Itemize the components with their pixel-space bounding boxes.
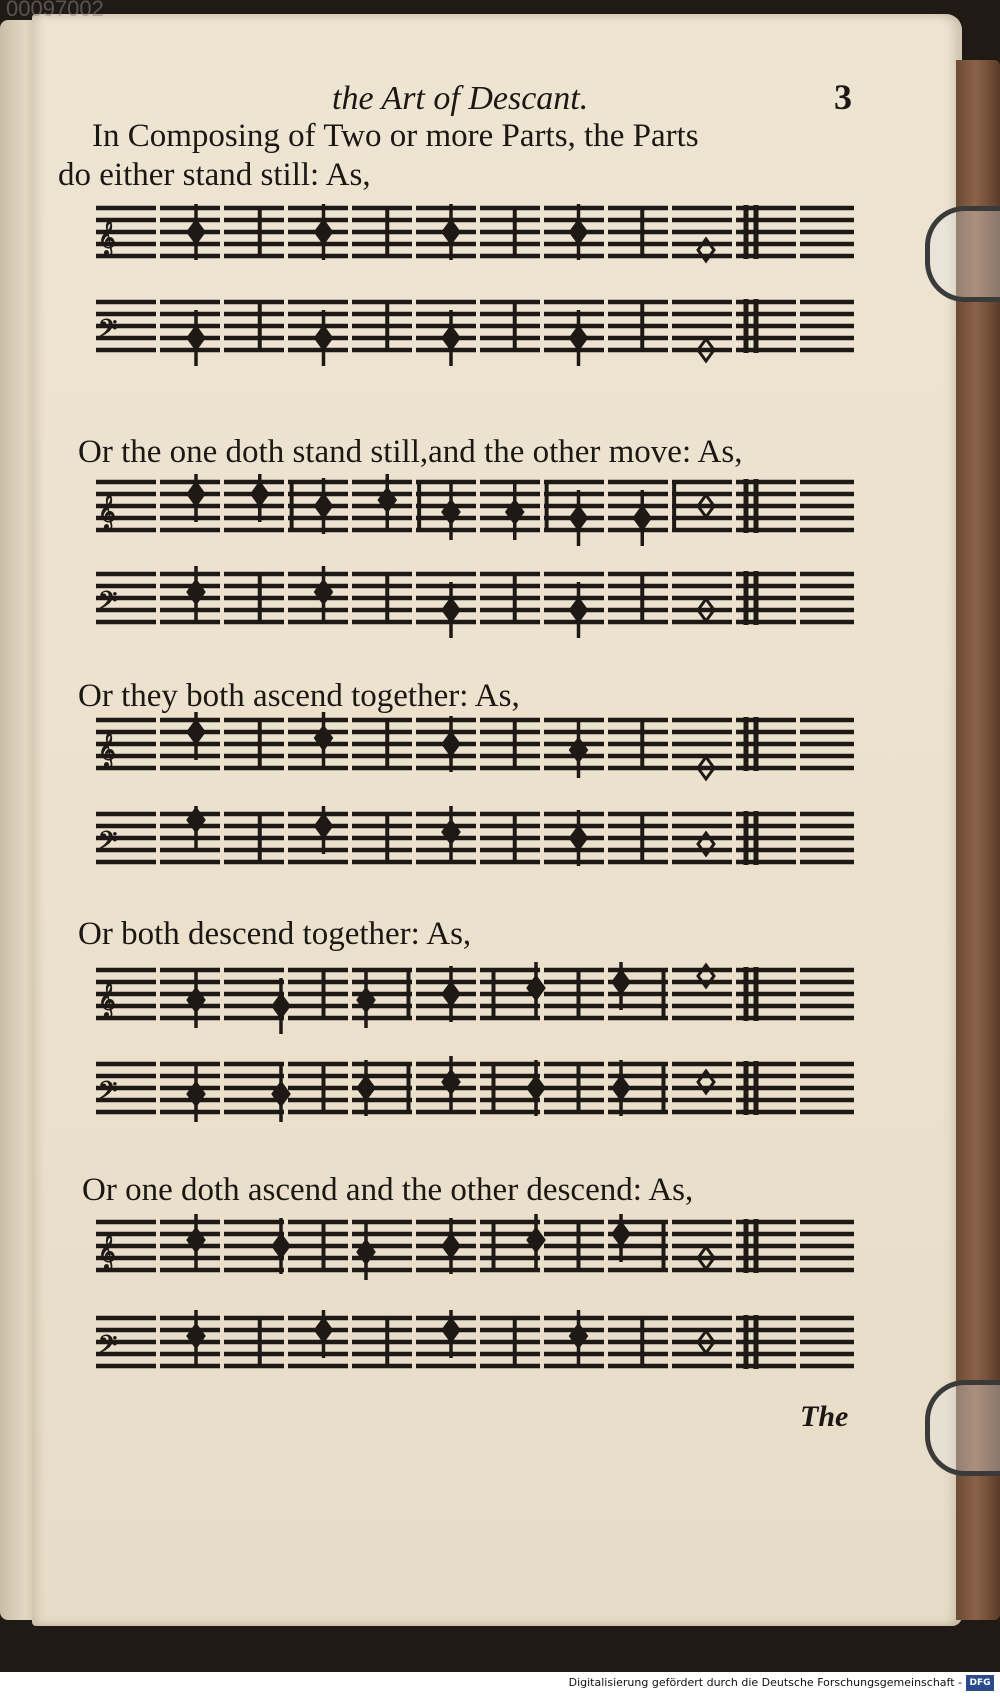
staff-svg: [96, 962, 854, 1042]
g-clef: 𝄞: [98, 1234, 116, 1270]
staff-svg: [96, 294, 854, 374]
footer-credit: Digitalisierung gefördert durch die Deutsche Forschungsgemeinschaft -: [568, 1676, 962, 1689]
f-clef: 𝄢: [98, 1330, 118, 1366]
music-staff: [96, 1310, 854, 1390]
g-clef: 𝄞: [98, 982, 116, 1018]
f-clef: 𝄢: [98, 1076, 118, 1112]
catchword: The: [800, 1400, 849, 1433]
staff-svg: [96, 566, 854, 646]
music-staff: [96, 962, 854, 1042]
scan-id: 00097002: [6, 0, 104, 21]
book-clip: [925, 1380, 1000, 1476]
music-staff: [96, 806, 854, 886]
staff-svg: [96, 806, 854, 886]
music-staff: [96, 474, 854, 554]
g-clef: 𝄞: [98, 494, 116, 530]
dfg-logo: DFG: [966, 1675, 994, 1691]
staff-svg: [96, 474, 854, 554]
music-staff: [96, 1056, 854, 1136]
music-staff: [96, 566, 854, 646]
g-clef: 𝄞: [98, 732, 116, 768]
text-line: Or the one doth stand still,and the other move: As,: [78, 434, 743, 470]
book-clip: [925, 206, 1000, 302]
book-page: [32, 14, 962, 1626]
text-line: Or they both ascend together: As,: [78, 678, 520, 714]
f-clef: 𝄢: [98, 314, 118, 350]
f-clef: 𝄢: [98, 826, 118, 862]
music-staff: [96, 1214, 854, 1294]
music-staff: [96, 200, 854, 280]
running-head: the Art of Descant.: [332, 80, 589, 117]
staff-svg: [96, 1056, 854, 1136]
staff-svg: [96, 1310, 854, 1390]
f-clef: 𝄢: [98, 586, 118, 622]
text-line: Or both descend together: As,: [78, 916, 472, 952]
staff-svg: [96, 712, 854, 792]
music-staff: [96, 712, 854, 792]
footer-bar: [0, 1672, 1000, 1699]
music-staff: [96, 294, 854, 374]
g-clef: 𝄞: [98, 220, 116, 256]
staff-svg: [96, 200, 854, 280]
text-line: do either stand still: As,: [58, 157, 371, 193]
page-number: 3: [834, 77, 852, 117]
text-line: In Composing of Two or more Parts, the Parts: [92, 118, 699, 154]
text-line: Or one doth ascend and the other descend: As,: [82, 1172, 694, 1208]
staff-svg: [96, 1214, 854, 1294]
